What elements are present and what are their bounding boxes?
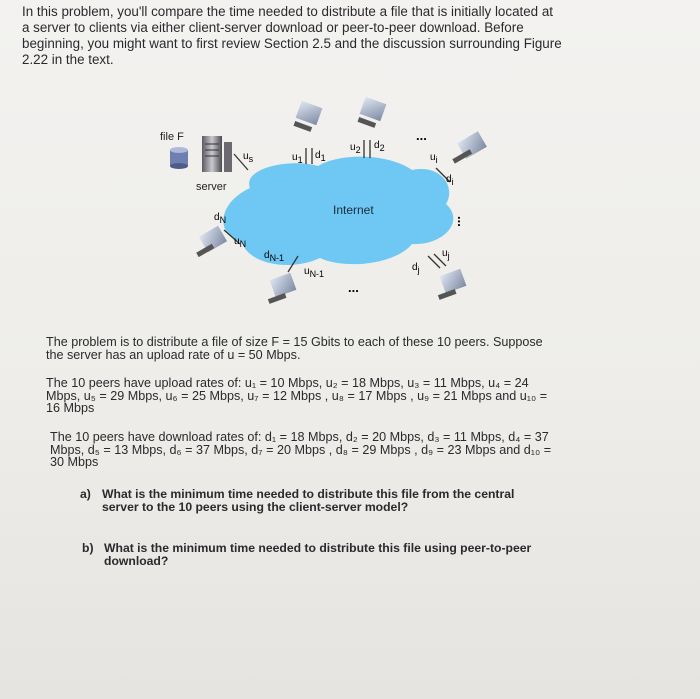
ui-label: ui — [430, 152, 438, 165]
p2p-network-diagram — [150, 96, 510, 326]
us-label: us — [243, 151, 254, 164]
right-ellipsis: ... — [455, 216, 470, 227]
peer-j-computer-icon — [438, 269, 467, 300]
bottom-ellipsis: ... — [348, 280, 359, 295]
file-f-label: file F — [160, 131, 184, 143]
paragraph-line: Mbps, u₅ = 29 Mbps, u₆ = 25 Mbps, u₇ = 12 Mbps , u₈ = 17 Mbps , u₉ = 21 Mbps and u₁₀ = — [46, 388, 548, 403]
upload-rates-paragraph — [46, 377, 636, 415]
internet-label: Internet — [333, 203, 374, 217]
d2-label: d2 — [374, 140, 385, 153]
dn1-label: dN-1 — [264, 250, 285, 263]
d1-label: d1 — [315, 150, 326, 163]
di-label: di — [446, 174, 454, 187]
intro-line: beginning, you might want to first review Section 2.5 and the discussion surrounding Figure — [22, 36, 562, 51]
dj-label: dj — [412, 262, 420, 275]
paragraph-line: 16 Mbps — [46, 401, 95, 415]
file-database-icon — [170, 147, 188, 169]
question-a-line: What is the minimum time needed to distribute this file from the central — [102, 487, 515, 501]
dn-label: dN — [214, 212, 227, 225]
top-ellipsis: ... — [416, 128, 427, 143]
question-b — [82, 542, 642, 568]
server-label: server — [196, 181, 227, 193]
u2-label: u2 — [350, 142, 361, 155]
uj-label: uj — [442, 248, 450, 261]
intro-line: In this problem, you'll compare the time needed to distribute a file that is initially located at — [22, 4, 554, 19]
u1-label: u1 — [292, 152, 303, 165]
peer-i-computer-icon — [452, 131, 487, 163]
question-b-label: b) — [82, 541, 94, 555]
peer-n-minus-1-computer-icon — [268, 273, 297, 304]
peer-2-computer-icon — [358, 97, 387, 128]
intro-line: 2.22 in the text. — [22, 52, 114, 67]
paragraph-line: Mbps, d₅ = 13 Mbps, d₆ = 37 Mbps, d₇ = 20 Mbps , d₈ = 29 Mbps , d₉ = 23 Mbps and d₁₀ = — [50, 442, 552, 457]
un-label: uN — [234, 236, 247, 249]
un1-label: uN-1 — [304, 266, 325, 279]
download-rates-paragraph — [50, 431, 640, 469]
question-a-line: server to the 10 peers using the client-server model? — [102, 500, 409, 514]
paragraph-line: The 10 peers have download rates of: d₁ = 18 Mbps, d₂ = 20 Mbps, d₃ = 11 Mbps, d₄ = 37 — [50, 430, 549, 444]
server-icon — [202, 136, 232, 172]
question-b-line: What is the minimum time needed to distribute this file using peer-to-peer — [104, 541, 532, 555]
intro-line: a server to clients via either client-server download or peer-to-peer download. Before — [22, 20, 524, 35]
paragraph-line: The problem is to distribute a file of size F = 15 Gbits to each of these 10 peers. Suppose — [46, 335, 543, 349]
peer-n-computer-icon — [196, 226, 227, 257]
question-b-line: download? — [104, 554, 169, 568]
paragraph-line: The 10 peers have upload rates of: u₁ = 10 Mbps, u₂ = 18 Mbps, u₃ = 11 Mbps, u₄ = 24 — [46, 376, 529, 390]
peer-1-computer-icon — [294, 101, 323, 132]
problem-statement-paragraph — [46, 336, 636, 361]
question-a — [80, 488, 620, 514]
question-a-label: a) — [80, 487, 91, 501]
paragraph-line: 30 Mbps — [50, 455, 99, 469]
paragraph-line: the server has an upload rate of u = 50 Mbps. — [46, 347, 301, 362]
intro-paragraph — [22, 4, 662, 68]
